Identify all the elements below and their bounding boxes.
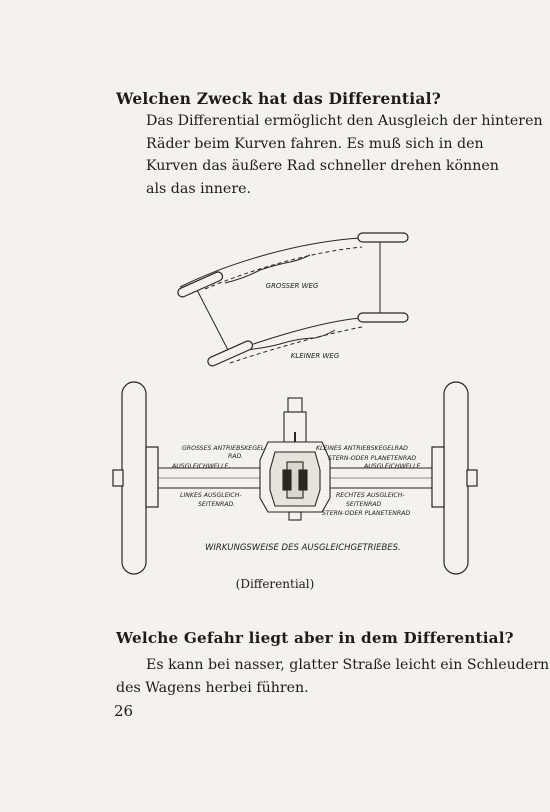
label-right-side-gear: RECHTES AUSGLEICH- xyxy=(336,492,405,499)
answer-line: als das innere. xyxy=(146,180,252,197)
figure-caption: (Differential) xyxy=(235,577,315,591)
label-small-gear: KLEINES ANTRIEBSKEGELRAD xyxy=(316,445,408,452)
diagram-title: WIRKUNGSWEISE DES AUSGLEICHGETRIEBES. xyxy=(205,543,401,553)
answer-line: Räder beim Kurven fahren. Es muß sich in den xyxy=(146,135,484,152)
curve-path-diagram xyxy=(0,225,550,370)
answer-paragraph-1 xyxy=(146,110,543,200)
label-planet-top: STERN-ODER PLANETENRAD xyxy=(328,455,417,462)
answer-line: Es kann bei nasser, glatter Straße leicht ein Schleudern xyxy=(146,657,550,673)
question-heading-1: Welchen Zweck hat das Differential? xyxy=(116,89,441,108)
label-left-side-gear: LINKES AUSGLEICH- xyxy=(180,492,242,499)
label-big-gear: GROSSES ANTRIEBSKEGEL- xyxy=(182,445,267,452)
label-large-path: GROSSER WEG xyxy=(265,282,319,290)
page-number: 26 xyxy=(114,702,134,720)
label-shaft-left: AUSGLEICHWELLE. xyxy=(172,463,231,470)
answer-line: Kurven das äußere Rad schneller drehen können xyxy=(146,158,499,174)
label-planet-bottom: STERN-ODER PLANETENRAD xyxy=(322,510,411,517)
label-big-gear-2: RAD. xyxy=(228,453,244,460)
label-left-side-gear-2: SEITENRAD. xyxy=(198,501,236,508)
label-shaft-right: AUSGLEICHWELLE xyxy=(364,463,421,470)
answer-paragraph-2 xyxy=(116,654,550,699)
answer-line: Das Differential ermöglicht den Ausgleich der hinteren xyxy=(146,113,543,129)
differential-diagram xyxy=(0,376,550,576)
label-right-side-gear-2: SEITENRAD xyxy=(346,501,382,508)
answer-line: des Wagens herbei führen. xyxy=(116,679,309,696)
label-small-path: KLEINER WEG xyxy=(290,352,340,360)
question-heading-2: Welche Gefahr liegt aber in dem Differential? xyxy=(116,629,514,647)
